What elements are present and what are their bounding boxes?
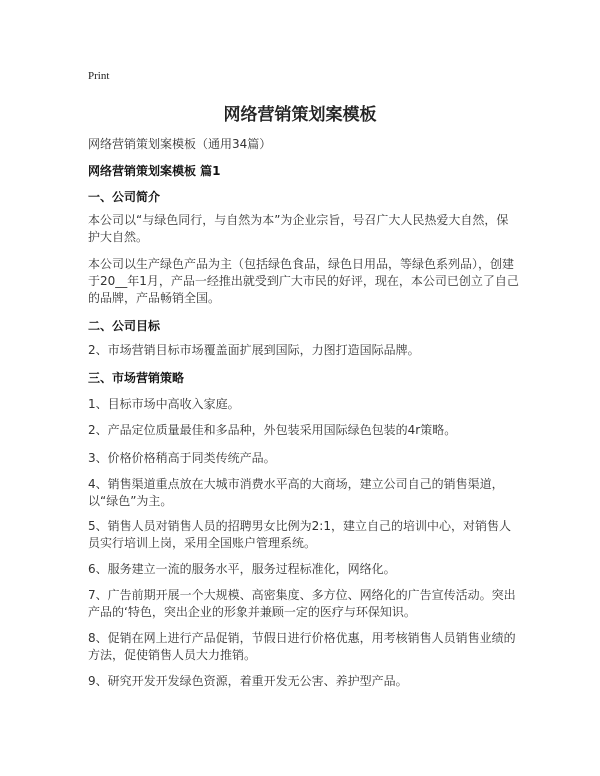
heading-marketing-strategy: 三、市场营销策略 xyxy=(88,371,185,385)
section-heading: 网络营销策划案模板 篇1 xyxy=(88,164,221,178)
strategy-item-4: 4、销售渠道重点放在大城市消费水平高的大商场，建立公司自己的销售渠道，以“绿色”为主。 xyxy=(88,477,504,508)
strategy-item-7: 7、广告前期开展一个大规模、高密集度、多方位、网络化的广告宣传活动。突出产品的‘特色，突出企业的形象并兼顾一定的医疗与环保知识。 xyxy=(88,588,516,619)
heading-company-goal: 二、公司目标 xyxy=(88,319,161,333)
strategy-item-2: 2、产品定位质量最佳和多品种，外包装采用国际绿色包装的4r策略。 xyxy=(88,423,457,437)
paragraph-intro-2: 本公司以生产绿色产品为主（包括绿色食品，绿色日用品，等绿色系列品），创建于20__年1月，产品一经推出就受到广大市民的好评，现在，本公司已创立了自己的品牌，产品畅销全国。 xyxy=(88,257,519,305)
heading-company-intro: 一、公司简介 xyxy=(88,190,161,204)
strategy-item-6: 6、服务建立一流的服务水平，服务过程标准化，网络化。 xyxy=(88,562,396,576)
paragraph-intro-1: 本公司以“与绿色同行，与自然为本”为企业宗旨，号召广大人民热爱大自然，保护大自然。 xyxy=(88,213,509,244)
strategy-item-1: 1、目标市场中高收入家庭。 xyxy=(88,397,240,411)
subtitle: 网络营销策划案模板（通用34篇） xyxy=(88,137,272,151)
strategy-item-5: 5、销售人员对销售人员的招聘男女比例为2:1，建立自己的培训中心，对销售人员实行培训上岗，采用全国账户管理系统。 xyxy=(88,519,511,550)
paragraph-goal: 2、市场营销目标市场覆盖面扩展到国际，力图打造国际品牌。 xyxy=(88,343,420,357)
print-label[interactable]: Print xyxy=(88,70,110,82)
strategy-item-8: 8、促销在网上进行产品促销，节假日进行价格优惠，用考核销售人员销售业绩的方法，促使销售人员大力推销。 xyxy=(88,631,516,662)
page-title: 网络营销策划案模板 xyxy=(223,105,377,125)
strategy-item-9: 9、研究开发开发绿色资源，着重开发无公害、养护型产品。 xyxy=(88,674,408,688)
strategy-item-3: 3、价格价格稍高于同类传统产品。 xyxy=(88,451,276,465)
